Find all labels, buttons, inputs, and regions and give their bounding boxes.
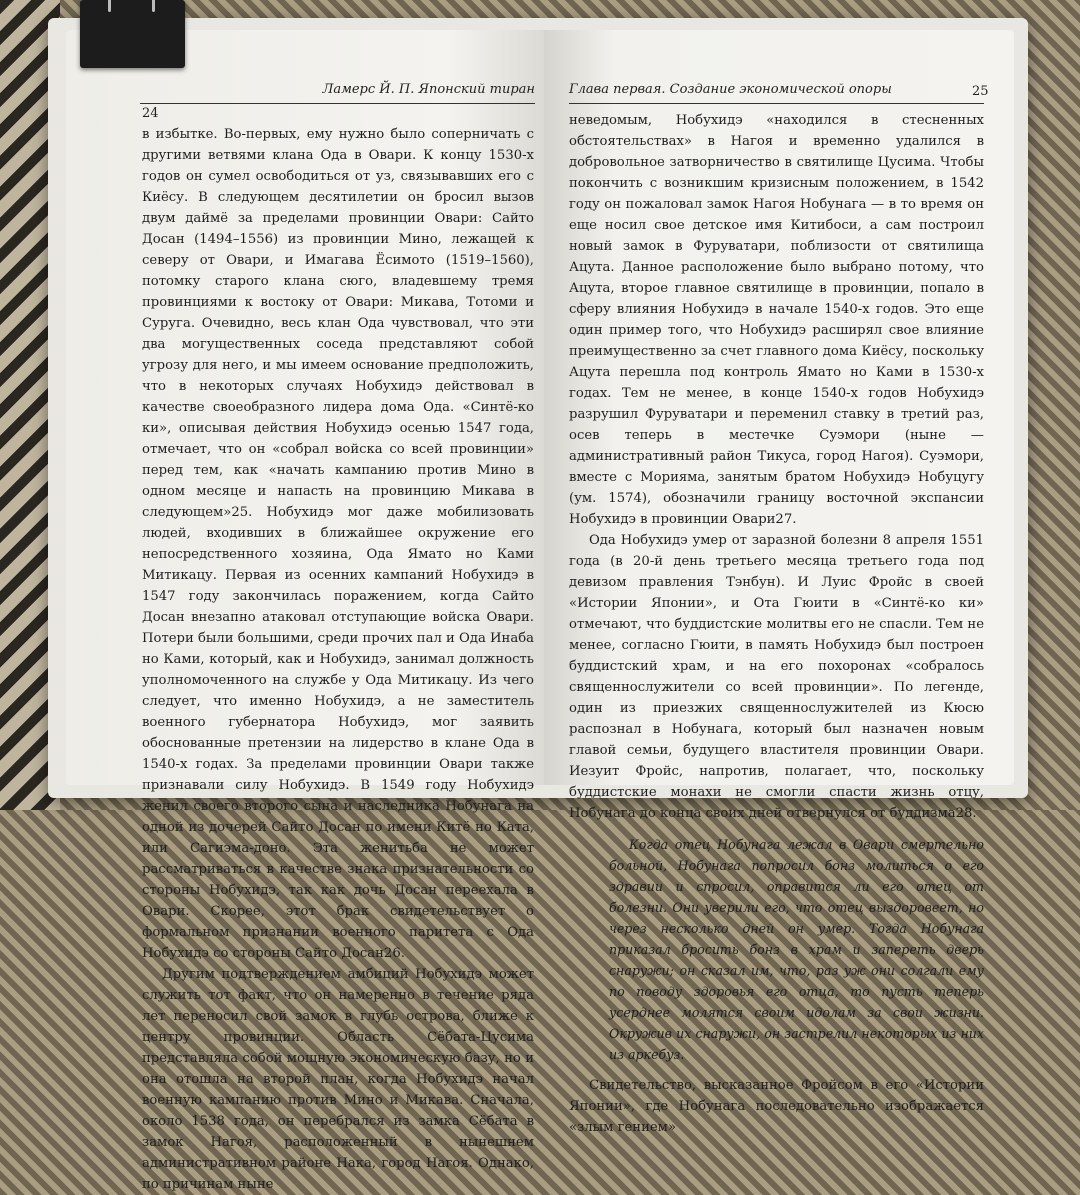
running-header-right: Глава первая. Создание экономической опоры	[569, 81, 892, 97]
paragraph: Свидетельство, высказанное Фройсом в его «Истории Японии», где Нобунага последовательно изображается «злым гением»	[569, 1078, 984, 1135]
clip-wire	[108, 0, 111, 12]
page-number-left: 24	[142, 106, 159, 121]
paragraph: неведомым, Нобухидэ «находился в стесненных обстоятельствах» в Нагоя и временно удалился в добровольное затворничество в святилище Цусима. Чтобы покончить с возникшим кризисным положением, в 1542 году он пожаловал замок Нагоя Нобунага — в то время он еще носил свое детское имя Китибоси, а сам построил новый замок в Фуруватари, поблизости от святилища Ацута. Данное расположение было выбрано потому, что Ацута, второе главное святилище в провинции, попало в сферу влияния Нобухидэ в начале 1540-х годов. Это еще один пример того, что Нобухидэ расширял свое влияние преимущественно за счет главного дома Киёсу, поскольку Ацута перешла под контроль Ямато но Ками в 1530-х годах. Тем не менее, в конце 1540-х годов Нобухидэ разрушил Фуруватари и переменил ставку в третий раз, осев теперь в местечке Суэмори (ныне — административный район Тикуса, город Нагоя). Суэмори, вместе с Морияма, занятым братом Нобухидэ Нобуцугу (ум. 1574), обозначили границу восточной экспансии Нобухидэ в провинции Овари27.	[569, 113, 984, 527]
left-page	[66, 30, 544, 1192]
running-header-left: Ламерс Й. П. Японский тиран	[322, 81, 535, 97]
paragraph: Ода Нобухидэ умер от заразной болезни 8 апреля 1551 года (в 20-й день третьего месяца третьего года под девизом правления Тэнбун). И Луис Фройс в своей «Истории Японии», и Ота Гюити в «Синтё-ко ки» отмечают, что буддистские молитвы его не спасли. Тем не менее, согласно Гюити, в память Нобухидэ был построен буддистский храм, и на его похоронах «собралось священнослужители со всей провинции». По легенде, один из приезжих священнослужителей из Кюсю распознал в Нобунага, который был назначен новым главой семьи, будущего властителя провинции Овари. Иезуит Фройс, напротив, полагает, что, поскольку буддистские монахи не смогли спасти жизнь отцу, Нобунага до конца своих дней отвернулся от буддизма28.	[569, 533, 984, 821]
header-rule	[569, 103, 984, 104]
right-page-text	[569, 110, 984, 1138]
quote-text: Когда отец Нобунага лежал в Овари смертельно больной, Нобунага попросил бонз молиться о его здравии и спросил, оправится ли его отец от болезни. Они уверили его, что отец выздоровеет, но через несколько дней он умер. Тогда Нобунага приказал бросить бонз в храм и запереть дверь снаружи; он сказал им, что, раз уж они солгали ему по поводу здоровья его отца, то пусть теперь усерднее молятся своим идолам за свои жизни. Окружив их снаружи, он застрелил некоторых из них из аркебуз.	[609, 837, 984, 1062]
paragraph: в избытке. Во-первых, ему нужно было соперничать с другими ветвями клана Ода в Овари. К концу 1530-х годов он сумел освободиться от уз, связывавших его с Киёсу. В следующем десятилетии он бросил вызов двум даймё за пределами провинции Овари: Сайто Досан (1494–1556) из провинции Мино, лежащей к северу от Овари, и Имагава Ёсимото (1519–1560), потомку старого клана сюго, владевшему тремя провинциями к востоку от Овари: Микава, Тотоми и Суруга. Очевидно, весь клан Ода чувствовал, что эти два могущественных соседа представляют собой угрозу для него, и мы имеем основание предположить, что в некоторых случаях Нобухидэ действовал в качестве своеобразного лидера дома Ода. «Синтё-ко ки», описывая действия Нобухидэ осенью 1547 года, отмечает, что он «собрал войска со всей провинции» перед тем, как «начать кампанию против Мино в одном месяце и напасть на провинцию Микава в следующем»25. Нобухидэ мог даже мобилизовать людей, входивших в ближайшее окружение его непосредственного хозяина, Ода Ямато но Ками Митикацу. Первая из осенних кампаний Нобухидэ в 1547 году закончилась поражением, когда Сайто Досан внезапно атаковал отступающие войска Овари. Потери были большими, среди прочих пал и Ода Инаба но Ками, который, как и Нобухидэ, занимал должность уполномоченного на службе у Ода Митикацу. Из чего следует, что именно Нобухидэ, а не заместитель военного губернатора Нобухидэ, мог заявить обоснованные претензии на лидерство в клане Ода в 1540-х годах. За пределами провинции Овари также признавали силу Нобухидэ. В 1549 году Нобухидэ женил своего второго сына и наследника Нобунага на одной из дочерей Сайто Досан по имени Китё но Ката, или Сагиэма-доно. Эта женитьба не может рассматриваться в качестве знака признательности со стороны Нобухидэ, так как дочь Досан переехала в Овари. Скорее, этот брак свидетельствует о формальном признании военного паритета с Ода Нобухидэ со стороны Сайто Досан26.	[142, 127, 534, 961]
paragraph: Другим подтверждением амбиций Нобухидэ может служить тот факт, что он намеренно в течение ряда лет переносил свой замок в глубь острова, ближе к центру провинции. Область Сёбата-Цусима представляла собой мощную экономическую базу, но и она отошла на второй план, когда Нобухидэ начал военную кампанию против Мино и Микава. Сначала, около 1538 года, он перебрался из замка Сёбата в замок Нагоя, расположенный в нынешнем административном районе Нака, город Нагоя. Однако, по причинам ныне	[142, 967, 534, 1192]
binder-clip	[80, 0, 185, 68]
header-rule	[140, 103, 535, 104]
page-number-right: 25	[972, 84, 989, 99]
block-quote	[609, 834, 984, 1065]
clip-wire	[152, 0, 155, 12]
right-page	[544, 30, 1014, 1135]
open-book	[48, 18, 1028, 1192]
left-page-text	[142, 124, 534, 1195]
